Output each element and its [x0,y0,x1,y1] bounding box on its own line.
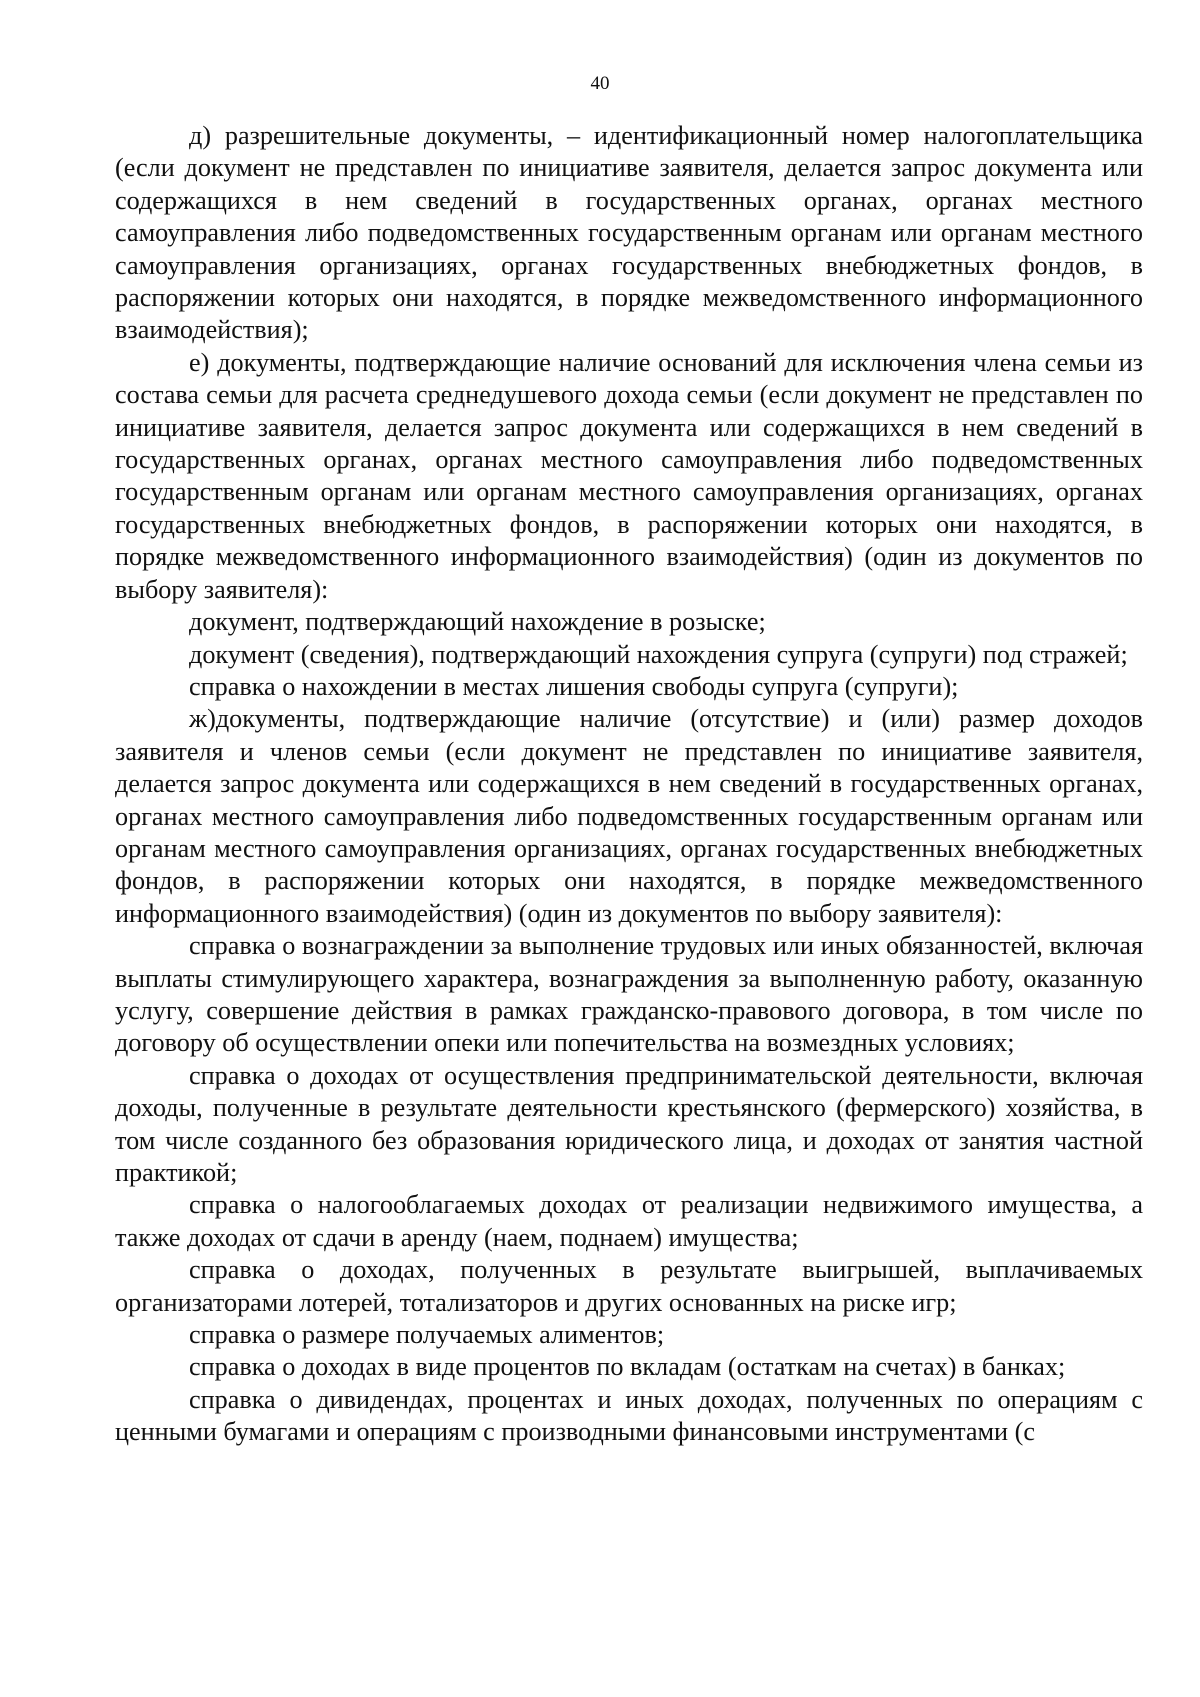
list-item-remuneration-certificate: справка о вознаграждении за выполнение трудовых или иных обязанностей, включая выплаты стимулирующего характера, вознаграждения за выполненную работу, оказанную услугу, совершение действия в рамках гражданско-правового договора, в том числе по договору об осуществлении опеки или попечительства на возмездных условиях; [115,931,1143,1058]
list-item-business-income-certificate: справка о доходах от осуществления предпринимательской деятельности, включая доходы, полученные в результате деятельности крестьянского (фермерского) хозяйства, в том числе созданного без образования юридического лица, и доходах от занятия частной практикой; [115,1060,1143,1187]
list-item-property-income-certificate: справка о налогооблагаемых доходах от реализации недвижимого имущества, а также доходах от сдачи в аренду (наем, поднаем) имущества; [115,1190,1143,1252]
paragraph-e-exclusion-documents: е) документы, подтверждающие наличие оснований для исключения члена семьи из состава семьи для расчета среднедушевого дохода семьи (если документ не представлен по инициативе заявителя, делается запрос документа или содержащихся в нем сведений в государственных органах, органах местного самоуправления либо подведомственных государственным органам или органам местного самоуправления организациях, органах государственных внебюджетных фондов, в распоряжении которых они находятся, в порядке межведомственного информационного взаимодействия) (один из документов по выбору заявителя): [115,347,1143,604]
list-item-alimony-certificate: справка о размере получаемых алиментов; [189,1320,665,1350]
list-item-wanted-status: документ, подтверждающий нахождение в розыске; [189,607,766,637]
paragraph-zh-income-documents: ж)документы, подтверждающие наличие (отсутствие) и (или) размер доходов заявителя и членов семьи (если документ не представлен по инициативе заявителя, делается запрос документа или содержащихся в нем сведений в государственных органах, органах местного самоуправления либо подведомственных государственным органам или органам местного самоуправления организациях, органах государственных внебюджетных фондов, в распоряжении которых они находятся, в порядке межведомственного информационного взаимодействия) (один из документов по выбору заявителя): [115,704,1143,928]
list-item-imprisonment-certificate: справка о нахождении в местах лишения свободы супруга (супруги); [189,671,959,701]
list-item-custody-status: документ (сведения), подтверждающий нахождения супруга (супруги) под стражей; [189,639,1128,669]
paragraph-d-permits: д) разрешительные документы, – идентификационный номер налогоплательщика (если документ не представлен по инициативе заявителя, делается запрос документа или содержащихся в нем сведений в государственных органах, органах местного самоуправления либо подведомственных государственным органам или органам местного самоуправления организациях, органах государственных внебюджетных фондов, в распоряжении которых они находятся, в порядке межведомственного информационного взаимодействия); [115,121,1143,345]
page-number: 40 [590,73,610,94]
list-item-securities-income-certificate: справка о дивидендах, процентах и иных доходах, полученных по операциям с ценными бумагами и операциям с производными финансовыми инструментами (с [115,1384,1143,1447]
list-item-deposit-interest-certificate: справка о доходах в виде процентов по вкладам (остаткам на счетах) в банках; [189,1352,1066,1382]
document-body [115,120,1143,1449]
list-item-winnings-certificate: справка о доходах, полученных в результате выигрышей, выплачиваемых организаторами лотерей, тотализаторов и других основанных на риске игр; [115,1255,1143,1317]
